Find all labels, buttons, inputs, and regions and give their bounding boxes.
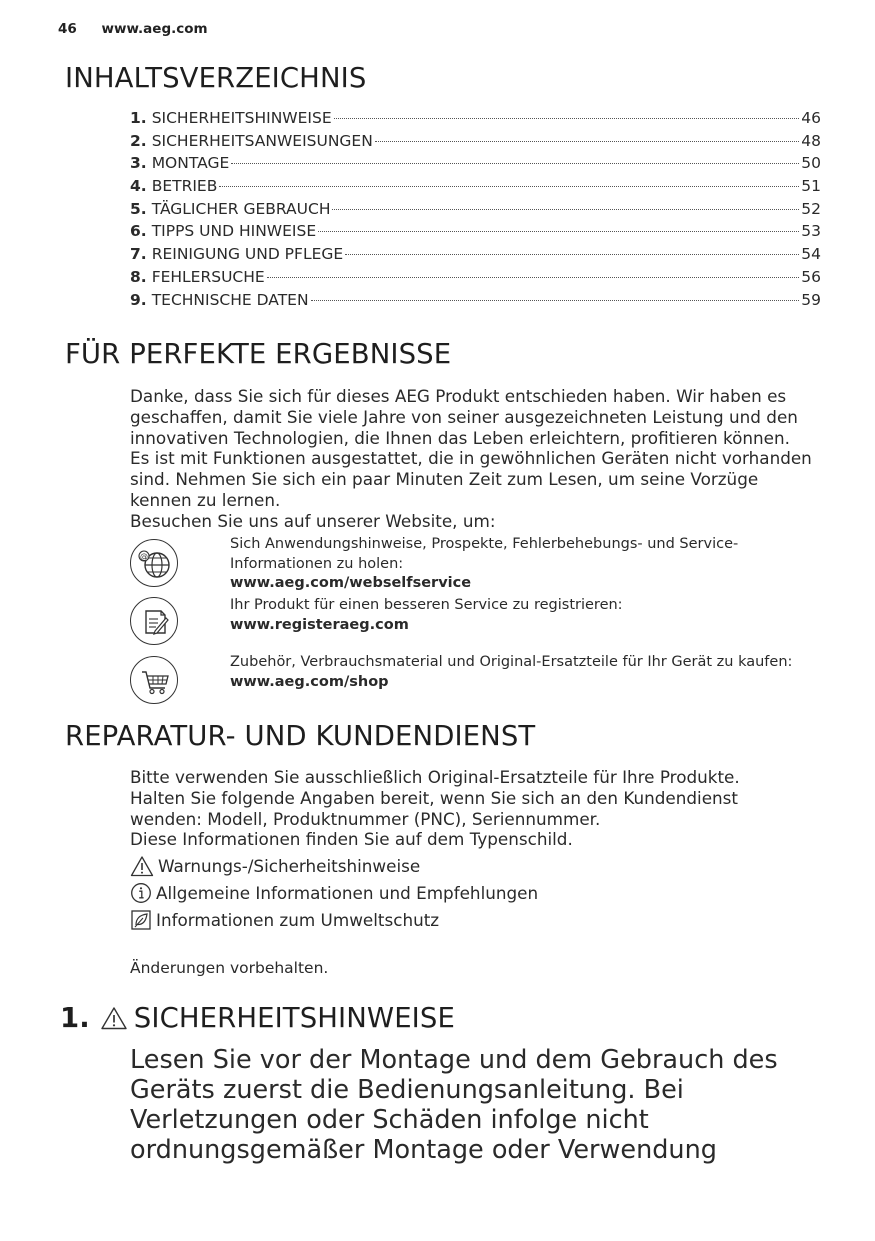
service-paragraph: Bitte verwenden Sie ausschließlich Original-Ersatzteile für Ihre Produkte. Halten Sie folgende Angaben bereit, wenn Sie sich an den Kundendienst wenden: Modell, Produktnummer (PNC), Seriennummer. Diese Informationen finden Sie auf dem Typenschild. — [130, 767, 740, 850]
toc-item-label: SICHERHEITSANWEISUNGEN — [151, 131, 373, 150]
legend-warning: Warnungs-/Sicherheitshinweise — [130, 855, 420, 877]
toc-item-label: TÄGLICHER GEBRAUCH — [151, 199, 331, 218]
toc-item-page: 51 — [801, 177, 821, 196]
webselfservice-link[interactable]: www.aeg.com/webselfservice — [230, 575, 472, 592]
globe-at-icon — [130, 539, 178, 587]
legend-info: Allgemeine Informationen und Empfehlungen — [130, 882, 538, 904]
toc-item-page: 54 — [801, 245, 821, 264]
perfect-results-paragraph: Danke, dass Sie sich für dieses AEG Produkt entschieden haben. Wir haben es geschaffen, damit Sie viele Jahre von seiner ausgezeichneten Leistung und den innovativen Technologien, die Ihnen das Leben erleichtern, profitieren können. Es ist mit Funktionen ausgestattet, die in gewöhnlichen Geräten nicht vorhanden sind. Nehmen Sie sich ein paar Minuten Zeit zum Lesen, um seine Vorzüge kennen zu lernen. Besuchen Sie uns auf unserer Website, um: — [130, 386, 812, 531]
info-icon — [130, 882, 152, 904]
shop-link[interactable]: www.aeg.com/shop — [230, 673, 389, 690]
service-title: REPARATUR- UND KUNDENDIENST — [65, 720, 536, 752]
toc-item-page: 48 — [801, 131, 821, 150]
section-title: SICHERHEITSHINWEISE — [133, 1002, 455, 1034]
toc-item-page: 50 — [801, 154, 821, 173]
safety-intro-paragraph: Lesen Sie vor der Montage und dem Gebrauch des Geräts zuerst die Bedienungsanleitung. Bei Verletzungen oder Schäden infolge nicht ordnungsgemäßer Montage oder Verwendung — [130, 1045, 778, 1165]
toc-item-label: SICHERHEITSHINWEISE — [151, 109, 332, 127]
page-number: 46 — [58, 21, 77, 37]
toc-item-label: MONTAGE — [151, 154, 230, 173]
leaf-environment-icon — [130, 909, 152, 931]
registeraeg-link[interactable]: www.registeraeg.com — [230, 616, 409, 633]
toc-item[interactable]: 8. FEHLERSUCHE 56 — [130, 267, 821, 286]
safety-section-title — [60, 1002, 455, 1034]
web-item-selfservice: @ Sich Anwendungshinweise, Prospekte, Fehlerbehebungs- und Service- Informationen zu holen: www.aeg.com/webselfservice — [130, 537, 820, 591]
web-item-register: Ihr Produkt für einen besseren Service zu registrieren: www.registeraeg.com — [130, 597, 820, 651]
toc-item-page: 52 — [801, 199, 821, 218]
changes-note: Änderungen vorbehalten. — [130, 959, 329, 977]
toc-item[interactable]: 9. TECHNISCHE DATEN 59 — [130, 290, 821, 309]
perfect-results-title: FÜR PERFEKTE ERGEBNISSE — [65, 338, 452, 370]
toc-item[interactable]: 6. TIPPS UND HINWEISE 53 — [130, 222, 821, 241]
table-of-contents — [130, 109, 821, 313]
toc-item-label: FEHLERSUCHE — [151, 267, 265, 286]
legend-environment: Informationen zum Umweltschutz — [130, 909, 439, 931]
toc-item-label: REINIGUNG UND PFLEGE — [151, 245, 344, 264]
toc-item-label: BETRIEB — [151, 177, 218, 196]
toc-item-page: 53 — [801, 222, 821, 241]
toc-item-page: 56 — [801, 267, 821, 286]
toc-item-label: TIPPS UND HINWEISE — [151, 222, 317, 241]
toc-item-page: 59 — [801, 290, 821, 309]
toc-item[interactable]: 2. SICHERHEITSANWEISUNGEN 48 — [130, 131, 821, 150]
section-number: 1. — [60, 1002, 90, 1034]
toc-item[interactable]: 5. TÄGLICHER GEBRAUCH 52 — [130, 199, 821, 218]
web-item-shop: Zubehör, Verbrauchsmaterial und Original-Ersatzteile für Ihr Gerät zu kaufen: www.aeg.com/shop — [130, 656, 820, 710]
warning-icon — [130, 855, 154, 877]
toc-item[interactable]: 7. REINIGUNG UND PFLEGE 54 — [130, 245, 821, 264]
toc-item-page: 46 — [801, 109, 821, 127]
page-header — [58, 21, 208, 37]
toc-item[interactable]: 3. MONTAGE 50 — [130, 154, 821, 173]
register-form-icon — [130, 597, 178, 645]
toc-item[interactable]: 4. BETRIEB 51 — [130, 177, 821, 196]
toc-item-label: TECHNISCHE DATEN — [151, 290, 309, 309]
toc-item[interactable]: 1. SICHERHEITSHINWEISE 46 — [130, 109, 821, 127]
header-site-link[interactable]: www.aeg.com — [101, 21, 208, 37]
svg-text:@: @ — [140, 552, 148, 561]
shopping-cart-icon — [130, 656, 178, 704]
warning-icon — [100, 1005, 128, 1031]
toc-title: INHALTSVERZEICHNIS — [65, 62, 367, 94]
